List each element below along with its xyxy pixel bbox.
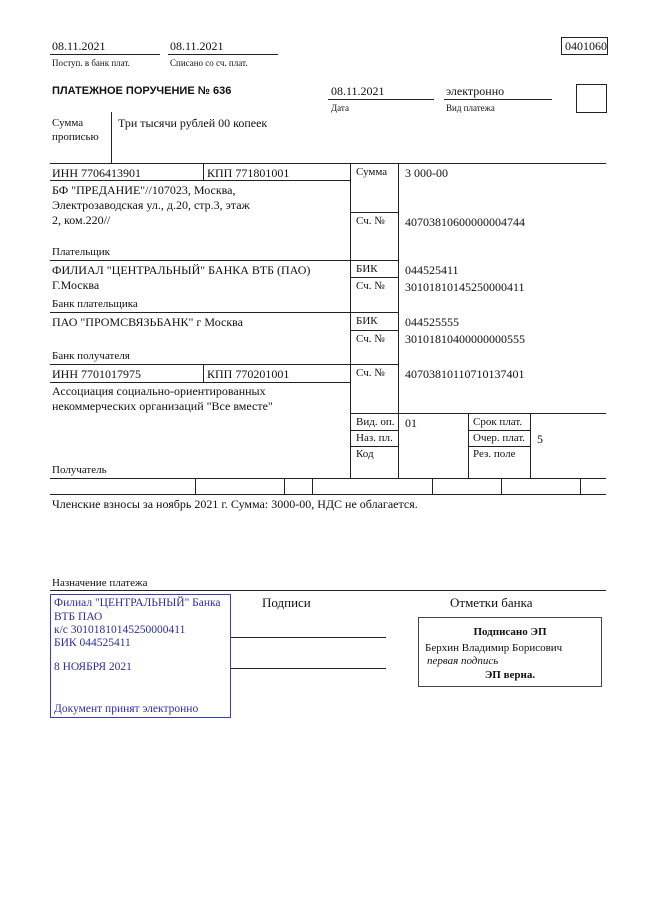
recipient-bank-bik: 044525555 — [405, 315, 459, 329]
kod-label: Код — [356, 448, 374, 460]
ep-title: Подписано ЭП — [473, 626, 547, 638]
payer-kpp: КПП 771801001 — [207, 166, 290, 180]
purpose-text: Членские взносы за ноябрь 2021 г. Сумма: 3000-00, НДС не облагается. — [52, 497, 418, 511]
grid-line — [530, 413, 531, 478]
grid-line — [50, 312, 398, 313]
ep-signer: Берхин Владимир Борисович — [425, 642, 563, 654]
grid-line — [350, 413, 606, 414]
recipient-bank-bik-label: БИК — [356, 315, 378, 327]
srok-label: Срок плат. — [473, 416, 523, 428]
grid-line — [468, 413, 469, 478]
recipient-account-label: Сч. № — [356, 367, 385, 379]
grid-line — [432, 478, 433, 494]
recipient-label: Получатель — [52, 464, 107, 476]
payer-bank-account-label: Сч. № — [356, 280, 385, 292]
purpose-line — [50, 590, 606, 591]
payer-bank-name-line-1: ФИЛИАЛ "ЦЕНТРАЛЬНЫЙ" БАНКА ВТБ (ПАО) — [52, 263, 311, 277]
grid-line — [350, 163, 351, 478]
payment-type-line — [444, 99, 552, 100]
recipient-bank-label: Банк получателя — [52, 350, 130, 362]
grid-line — [350, 446, 398, 447]
amount-words-divider — [111, 112, 112, 163]
ep-verified: ЭП верна. — [484, 669, 536, 681]
ocher-label: Очер. плат. — [473, 432, 526, 444]
payer-name-line-2: Электрозаводская ул., д.20, стр.3, этаж — [52, 198, 250, 212]
grid-line — [468, 430, 530, 431]
stamp-line-1: Филиал "ЦЕНТРАЛЬНЫЙ" Банка — [54, 597, 221, 609]
stamp-date: 8 НОЯБРЯ 2021 — [54, 661, 132, 673]
date-line — [328, 99, 434, 100]
grid-line — [50, 364, 398, 365]
grid-line — [580, 478, 581, 494]
grid-line — [350, 330, 398, 331]
payer-inn: ИНН 7706413901 — [52, 166, 141, 180]
payer-name-line-1: БФ "ПРЕДАНИЕ"//107023, Москва, — [52, 183, 236, 197]
recipient-account: 40703810110710137401 — [405, 367, 525, 381]
recipient-bank-account-label: Сч. № — [356, 333, 385, 345]
amount-words-value: Три тысячи рублей 00 копеек — [118, 116, 268, 130]
recipient-inn: ИНН 7701017975 — [52, 367, 141, 381]
grid-line — [50, 382, 350, 383]
payer-account: 40703810600000004744 — [405, 215, 525, 229]
grid-line — [195, 478, 196, 494]
code-box — [576, 84, 607, 113]
payer-bank-bik: 044525411 — [405, 263, 459, 277]
document-title: ПЛАТЕЖНОЕ ПОРУЧЕНИЕ № 636 — [52, 85, 232, 97]
stamp-line-2: ВТБ ПАО — [54, 611, 103, 623]
grid-line — [398, 163, 399, 478]
form-code: 0401060 — [565, 39, 607, 53]
payment-type-label: Вид платежа — [446, 103, 495, 113]
stamp-line-3: к/с 30101810145250000411 — [54, 624, 186, 636]
vid-op-value: 01 — [405, 416, 417, 430]
sum-label: Сумма — [356, 166, 388, 178]
payer-bank-account: 30101810145250000411 — [405, 280, 525, 294]
sum-value: 3 000-00 — [405, 166, 448, 180]
grid-line — [50, 260, 398, 261]
received-date: 08.11.2021 — [52, 39, 106, 53]
ep-signature-box — [418, 617, 602, 687]
rez-label: Рез. поле — [473, 448, 516, 460]
vid-op-label: Вид. оп. — [356, 416, 395, 428]
grid-line — [203, 163, 204, 180]
grid-line — [203, 364, 204, 382]
received-date-line — [50, 54, 160, 55]
form-code-box — [561, 37, 608, 55]
document-date: 08.11.2021 — [331, 84, 385, 98]
grid-line — [350, 430, 398, 431]
grid-line — [501, 478, 502, 494]
payer-bank-label: Банк плательщика — [52, 298, 138, 310]
date-label: Дата — [331, 103, 349, 113]
recipient-name-line-1: Ассоциация социально-ориентированных — [52, 384, 266, 398]
stamp-line-4: БИК 044525411 — [54, 637, 131, 649]
ocher-value: 5 — [537, 432, 543, 446]
bank-marks-label: Отметки банка — [450, 595, 533, 610]
grid-line — [350, 277, 398, 278]
debited-date-line — [168, 54, 278, 55]
payer-bank-bik-label: БИК — [356, 263, 378, 275]
debited-date: 08.11.2021 — [170, 39, 224, 53]
grid-line — [284, 478, 285, 494]
amount-words-label-1: Сумма — [52, 117, 84, 129]
payer-bank-name-line-2: Г.Москва — [52, 278, 100, 292]
recipient-bank-name: ПАО "ПРОМСВЯЗЬБАНК" г Москва — [52, 315, 243, 329]
received-date-label: Поступ. в банк плат. — [52, 58, 130, 68]
signatures-label: Подписи — [262, 595, 311, 610]
naz-pl-label: Наз. пл. — [356, 432, 393, 444]
stamp-status: Документ принят электронно — [54, 703, 199, 715]
grid-line — [468, 446, 530, 447]
payer-name-line-3: 2, ком.220// — [52, 213, 111, 227]
bank-stamp — [50, 594, 231, 718]
grid-line — [350, 212, 398, 213]
recipient-name-line-2: некоммерческих организаций "Все вместе" — [52, 399, 273, 413]
recipient-kpp: КПП 770201001 — [207, 367, 290, 381]
grid-line — [50, 478, 606, 479]
signature-line-2 — [230, 668, 386, 669]
payer-label: Плательщик — [52, 246, 110, 258]
amount-words-label-2: прописью — [52, 131, 99, 143]
ep-role: первая подпись — [427, 655, 499, 667]
purpose-label: Назначение платежа — [52, 577, 148, 589]
payer-account-label: Сч. № — [356, 215, 385, 227]
grid-line — [50, 494, 606, 495]
recipient-bank-account: 30101810400000000555 — [405, 332, 525, 346]
signature-line-1 — [230, 637, 386, 638]
grid-line — [50, 163, 606, 164]
debited-date-label: Списано со сч. плат. — [170, 58, 248, 68]
payment-type: электронно — [446, 84, 505, 98]
grid-line — [312, 478, 313, 494]
